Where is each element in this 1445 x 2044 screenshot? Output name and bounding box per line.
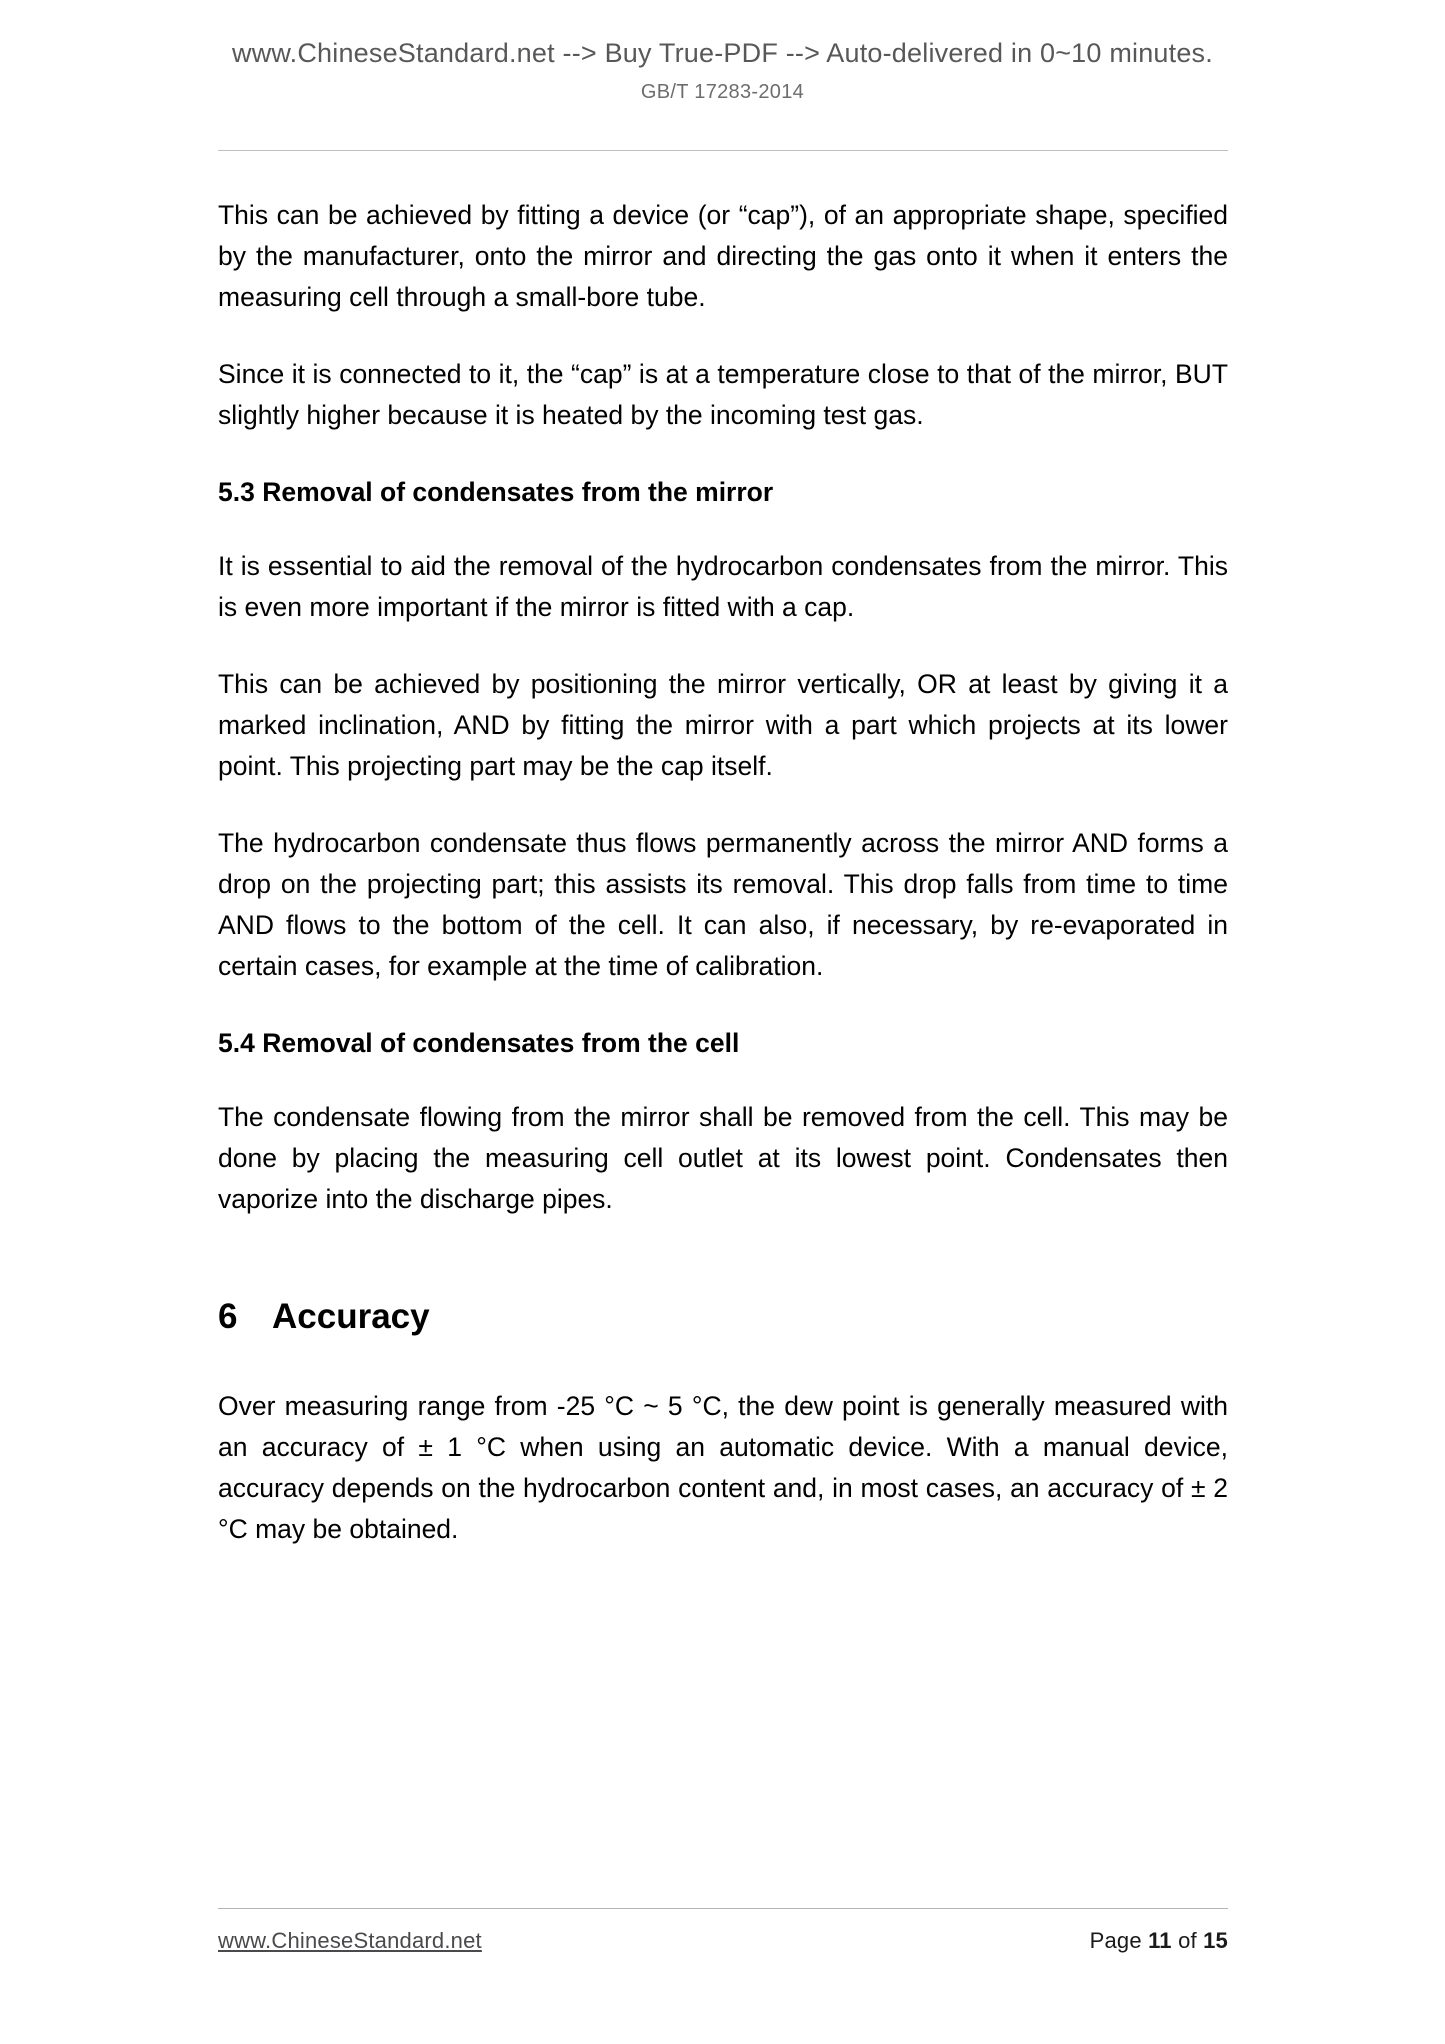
heading-5-4-removal-from-cell: 5.4 Removal of condensates from the cell bbox=[218, 1028, 740, 1058]
watermark-promo-text: www.ChineseStandard.net --> Buy True-PDF --> Auto-delivered in 0~10 minutes. bbox=[232, 38, 1213, 68]
of-word-label: of bbox=[1178, 1928, 1197, 1953]
paragraph-cap-temperature: Since it is connected to it, the “cap” is at a temperature close to that of the mirror, BUT slightly higher because it is heated by the incoming test gas. bbox=[218, 359, 1228, 430]
paragraph-mirror-positioning: This can be achieved by positioning the mirror vertically, OR at least by giving it a marked inclination, AND by fitting the mirror with a part which projects at its lower point. This projecting part may be the cap itself. bbox=[218, 669, 1228, 781]
page-footer bbox=[218, 1928, 1228, 1954]
header-divider bbox=[218, 150, 1228, 151]
document-body bbox=[218, 195, 1228, 1586]
standard-code-label: GB/T 17283-2014 bbox=[640, 81, 805, 103]
footer-site-link[interactable]: www.ChineseStandard.net bbox=[218, 1928, 482, 1953]
footer-divider bbox=[218, 1908, 1228, 1909]
section-6-title: Accuracy bbox=[272, 1297, 430, 1336]
paragraph-cell-outlet: The condensate flowing from the mirror shall be removed from the cell. This may be done by placing the measuring cell outlet at its lowest point. Condensates then vaporize into the discharge pipes. bbox=[218, 1102, 1228, 1214]
paragraph-condensate-flow: The hydrocarbon condensate thus flows permanently across the mirror AND forms a drop on the projecting part; this assists its removal. This drop falls from time to time AND flows to the bottom of the cell. It can also, if necessary, by re-evaporated in certain cases, for example at the time of calibration. bbox=[218, 828, 1228, 981]
paragraph-accuracy-range: Over measuring range from -25 °C ~ 5 °C, the dew point is generally measured with an accuracy of ± 1 °C when using an automatic device. With a manual device, accuracy depends on the hydrocarbon content and, in most cases, an accuracy of ± 2 °C may be obtained. bbox=[218, 1391, 1228, 1544]
paragraph-cap-fitting: This can be achieved by fitting a device (or “cap”), of an appropriate shape, specified by the manufacturer, onto the mirror and directing the gas onto it when it enters the measuring cell through a small-bore tube. bbox=[218, 200, 1228, 312]
paragraph-aid-removal: It is essential to aid the removal of the hydrocarbon condensates from the mirror. This is even more important if the mirror is fitted with a cap. bbox=[218, 551, 1228, 622]
page-indicator bbox=[1090, 1928, 1228, 1954]
current-page-number: 11 bbox=[1148, 1928, 1172, 1953]
section-heading-6 bbox=[218, 1296, 1228, 1338]
total-page-number: 15 bbox=[1203, 1928, 1228, 1953]
heading-5-3-removal-from-mirror: 5.3 Removal of condensates from the mirror bbox=[218, 477, 774, 507]
page-word-label: Page bbox=[1089, 1928, 1142, 1953]
watermark-header bbox=[0, 38, 1445, 104]
section-6-number: 6 bbox=[218, 1297, 238, 1336]
